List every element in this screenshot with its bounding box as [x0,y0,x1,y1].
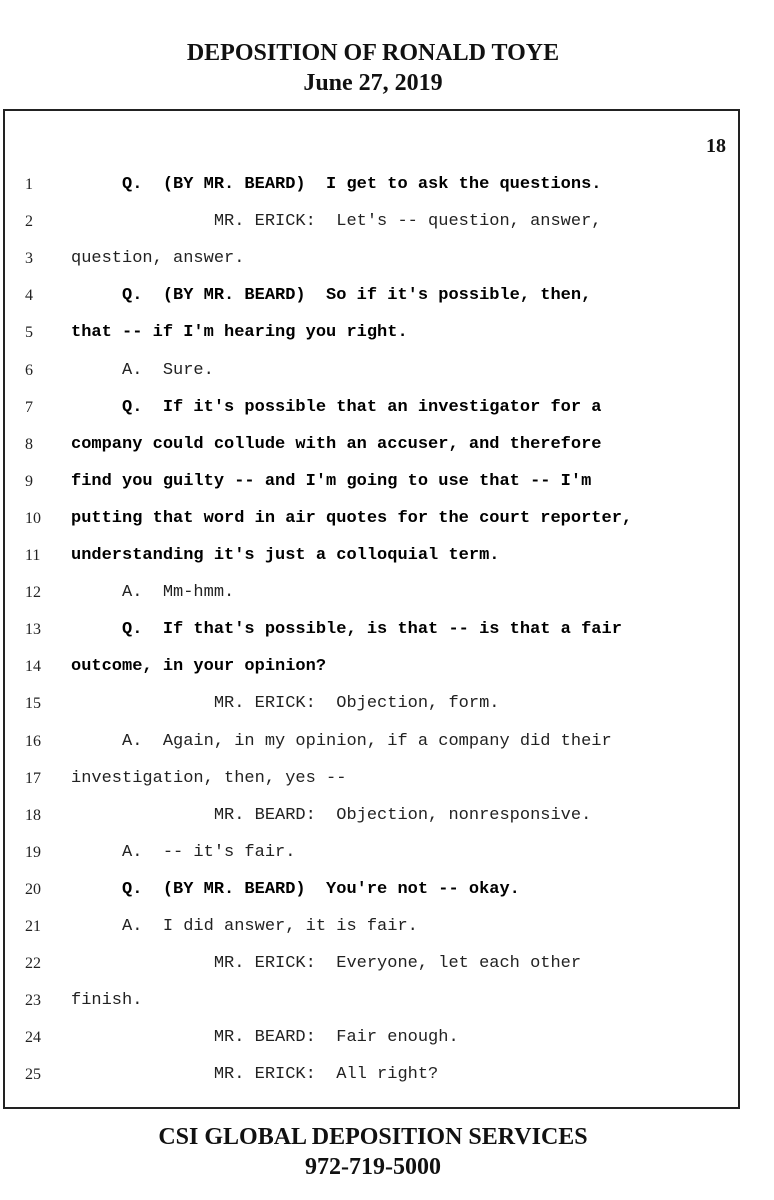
page-number: 18 [706,135,726,157]
line-text: investigation, then, yes -- [71,768,347,788]
line-text: company could collude with an accuser, and therefore [71,434,602,454]
deposition-title: DEPOSITION OF RONALD TOYE [186,40,560,66]
line-number: 12 [25,584,41,602]
transcript-line [5,398,740,434]
transcript-line [5,323,740,359]
transcript-line [5,917,740,953]
line-number: 21 [25,918,41,935]
line-number: 22 [25,955,41,973]
line-number: 1 [25,176,33,193]
transcript-line [5,657,740,693]
transcript-line [5,1028,740,1064]
line-text: outcome, in your opinion? [71,657,327,677]
transcript-frame [3,109,740,1109]
line-text: MR. ERICK: Everyone, let each other [71,954,582,974]
transcript-line [5,732,740,768]
line-number: 17 [25,769,41,787]
line-number: 11 [25,547,41,564]
line-text: that -- if I'm hearing you right. [71,323,408,343]
transcript-line [5,991,740,1027]
deposition-date: June 27, 2019 [303,70,443,96]
transcript-line [5,694,740,730]
transcript-line [5,806,740,842]
company-name: CSI GLOBAL DEPOSITION SERVICES [158,1124,588,1150]
transcript-line [5,509,740,545]
transcript-line [5,1065,740,1101]
line-number: 16 [25,732,41,750]
line-text: finish. [71,991,143,1011]
transcript-line [5,249,740,285]
line-text: A. I did answer, it is fair. [71,917,418,936]
line-text: MR. ERICK: All right? [71,1065,439,1085]
line-text: find you guilty -- and I'm going to use that -- I'm [71,471,592,491]
line-number: 24 [25,1029,41,1047]
line-number: 8 [25,435,33,453]
transcript-line [5,620,740,656]
transcript-line [5,546,740,582]
page-footer [0,1122,746,1182]
page-header [0,38,746,98]
transcript-line [5,472,740,508]
line-text: Q. (BY MR. BEARD) I get to ask the questions. [71,175,602,194]
transcript-line [5,286,740,322]
line-text: MR. ERICK: Let's -- question, answer, [71,212,602,232]
transcript-line [5,843,740,879]
line-number: 5 [25,324,33,342]
transcript-line [5,435,740,471]
line-number: 13 [25,621,41,639]
transcript-line [5,361,740,397]
line-number: 10 [25,509,41,527]
transcript-line [5,583,740,619]
line-number: 23 [25,992,41,1010]
line-text: putting that word in air quotes for the court reporter, [71,508,633,528]
line-number: 14 [25,658,41,676]
line-text: understanding it's just a colloquial term. [71,546,500,565]
line-number: 4 [25,287,33,305]
line-text: Q. (BY MR. BEARD) You're not -- okay. [71,879,520,899]
line-number: 7 [25,398,33,416]
line-number: 3 [25,250,33,268]
transcript-line [5,769,740,805]
line-number: 18 [25,806,41,824]
transcript-line [5,212,740,248]
line-number: 2 [25,213,33,231]
line-text: A. Sure. [71,360,214,380]
transcript-line [5,880,740,916]
company-phone: 972-719-5000 [305,1154,441,1180]
line-text: Q. If it's possible that an investigator for a [71,397,602,417]
line-text: MR. BEARD: Fair enough. [71,1028,459,1048]
line-text: A. Again, in my opinion, if a company did their [71,731,612,751]
line-text: question, answer. [71,249,245,269]
transcript-line [5,175,740,211]
line-text: A. -- it's fair. [71,842,296,862]
line-number: 9 [25,472,33,490]
line-text: MR. BEARD: Objection, nonresponsive. [71,805,592,825]
transcript-line [5,954,740,990]
line-number: 15 [25,695,41,713]
line-number: 6 [25,361,33,379]
line-text: MR. ERICK: Objection, form. [71,694,500,714]
line-text: Q. (BY MR. BEARD) So if it's possible, then, [71,286,592,306]
line-text: Q. If that's possible, is that -- is that a fair [71,620,622,640]
line-number: 25 [25,1066,41,1084]
line-number: 20 [25,880,41,898]
line-text: A. Mm-hmm. [71,583,235,603]
line-number: 19 [25,843,41,861]
